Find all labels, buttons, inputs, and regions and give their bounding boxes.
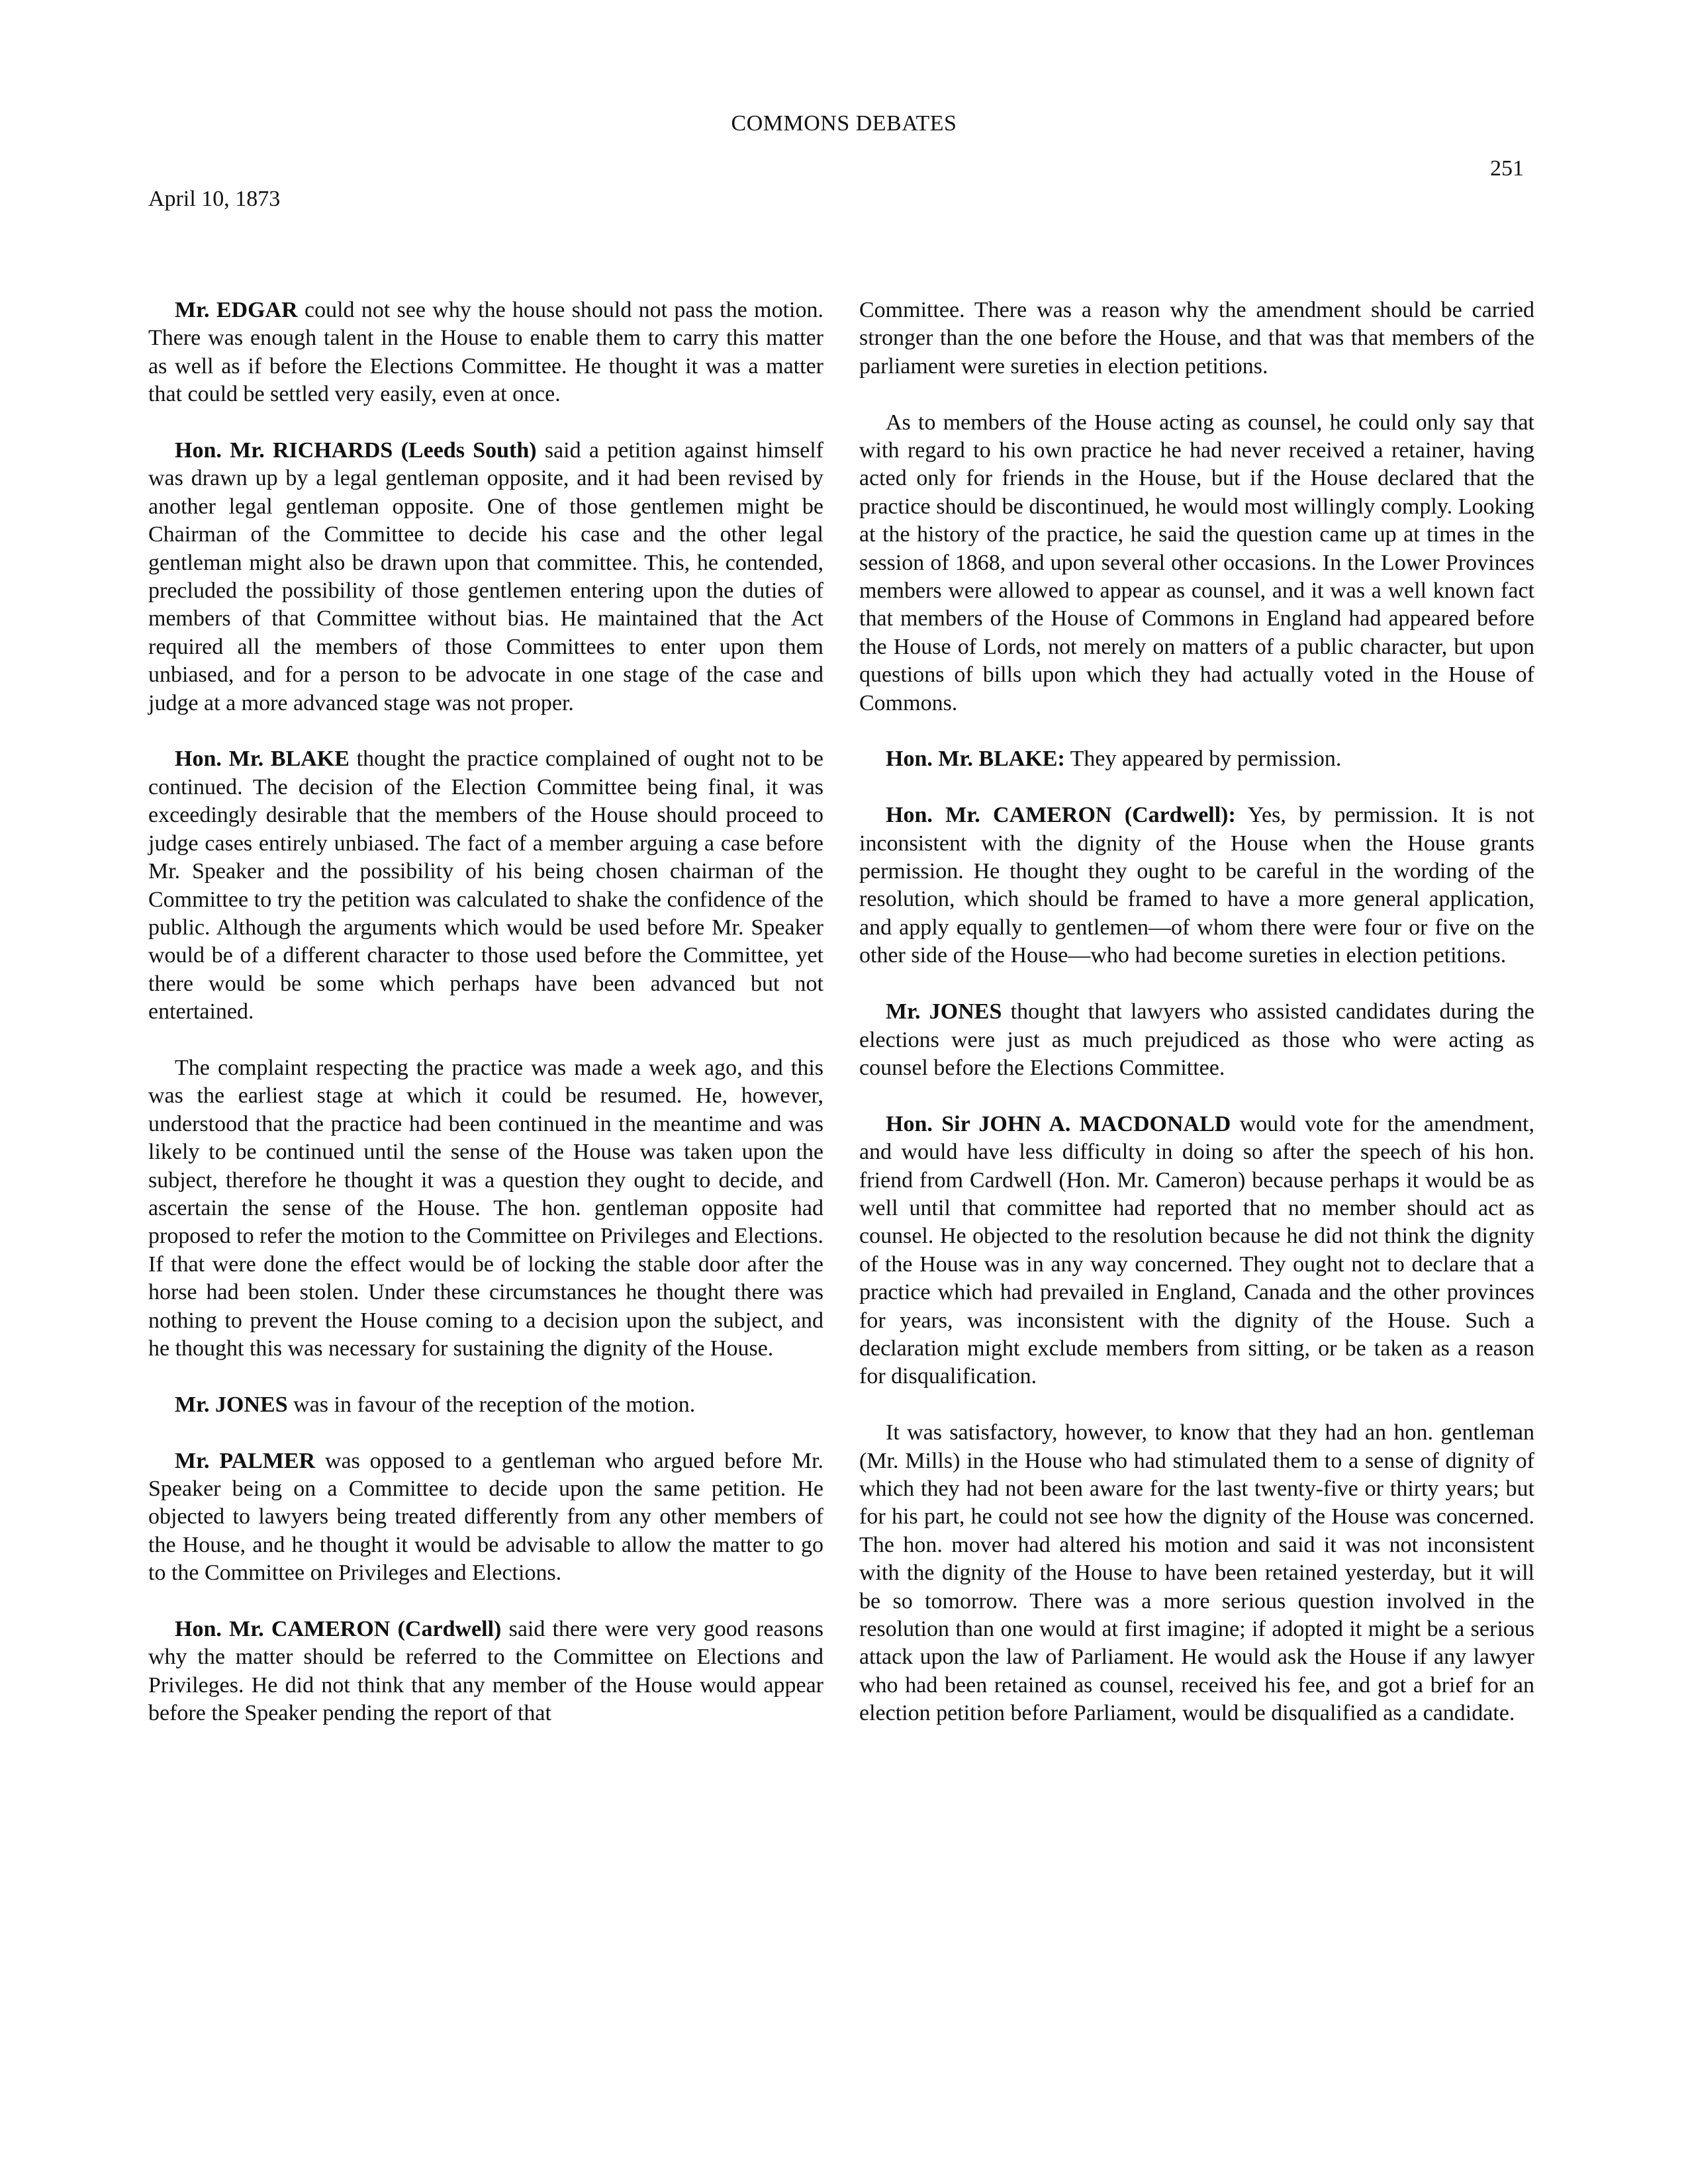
debate-paragraph — [148, 437, 823, 717]
debate-paragraph — [148, 745, 823, 1026]
debate-paragraph — [859, 801, 1534, 970]
debate-paragraph — [859, 1111, 1534, 1391]
speaker-name: Mr. JONES — [175, 1392, 288, 1417]
speech-text: As to members of the House acting as counsel, he could only say that with regard to his own practice he had never received a retainer, having acted only for friends in the House, but if the House declared that the practice should be discontinued, he would most willingly comply. Looking at the history of the practice, he said the question came up at times in the session of 1868, and upon several other occasions. In the Lower Provinces members were allowed to appear as counsel, and it was a well known fact that members of the House of Commons in England had appeared before the House of Lords, not merely on matters of a public character, but upon questions of bills upon which they had actually voted in the House of Commons. — [859, 410, 1534, 715]
speaker-name: Hon. Mr. BLAKE: — [886, 747, 1065, 772]
left-column — [148, 296, 823, 1728]
running-title: COMMONS DEBATES — [731, 111, 957, 136]
speaker-name: Hon. Mr. BLAKE — [175, 747, 350, 772]
speech-text: Committee. There was a reason why the amendment should be carried stronger than the one before the House, and that was that members of the parliament were sureties in election petitions. — [859, 298, 1534, 379]
speech-text: was opposed to a gentleman who argued before Mr. Speaker being on a Committee to decide upon the same petition. He objected to lawyers being treated differently from any other members of the House, and he thought it would be advisable to allow the matter to go to the Committee on Privileges and Elections. — [148, 1448, 824, 1586]
debate-paragraph — [859, 296, 1534, 381]
speech-text: It was satisfactory, however, to know that they had an hon. gentleman (Mr. Mills) in the House who had stimulated them to a sense of dignity of which they had not been aware for the last twenty-five or thirty years; but for his part, he could not see how the dignity of the House was concerned. The hon. mover had altered his motion and said it was not inconsistent with the dignity of the House to have been retained yesterday, but it will be so tomorrow. There was a more serious question involved in the resolution than one would at first imagine; if adopted it might be a serious attack upon the law of Parliament. He would ask the House if any lawyer who had been retained as counsel, received his fee, and got a brief for an election petition before Parliament, would be disqualified as a candidate. — [859, 1420, 1534, 1726]
debate-paragraph — [148, 296, 823, 409]
page-number: 251 — [1490, 156, 1524, 181]
debate-paragraph — [859, 998, 1534, 1082]
debate-paragraph — [859, 409, 1534, 717]
debate-paragraph — [859, 745, 1534, 773]
debate-paragraph — [148, 1391, 823, 1419]
speaker-name: Mr. JONES — [886, 999, 1002, 1024]
speech-text: was in favour of the reception of the motion. — [287, 1392, 696, 1417]
debate-paragraph — [148, 1054, 823, 1363]
speaker-name: Mr. EDGAR — [175, 298, 298, 322]
speaker-name: Hon. Mr. RICHARDS (Leeds South) — [175, 438, 537, 463]
speaker-name: Hon. Mr. CAMERON (Cardwell) — [175, 1617, 502, 1641]
speech-text: thought that lawyers who assisted candidates during the elections were just as much prejudiced as those who were acting as counsel before the Elections Committee. — [859, 999, 1534, 1080]
speech-text: thought the practice complained of ought not to be continued. The decision of the Election Committee being final, it was exceedingly desirable that the members of the House should proceed to judge cases entirely unbiased. The fact of a member arguing a case before Mr. Speaker and the possibility of his being chosen chairman of the Committee to try the petition was calculated to shake the confidence of the public. Although the arguments which would be used before Mr. Speaker would be of a different character to those used before the Committee, yet there would be some which perhaps have been advanced but not entertained. — [148, 747, 823, 1024]
speech-text: Yes, by permission. It is not inconsistent with the dignity of the House when the House grants permission. He thought they ought to be careful in the wording of the resolution, which should be framed to have a more general application, and apply equally to gentlemen—of whom there were four or five on the other side of the House—who had become sureties in election petitions. — [859, 803, 1534, 968]
speech-text: said a petition against himself was drawn up by a legal gentleman opposite, and it had been revised by another legal gentleman opposite. One of those gentlemen might be Chairman of the Committee to decide his case and the other legal gentleman might also be drawn upon that committee. This, he contended, precluded the possibility of those gentlemen entering upon the duties of members of that Committee without bias. He maintained that the Act required all the members of those Committees to enter upon them unbiased, and for a person to be advocate in one stage of the case and judge at a more advanced stage was not proper. — [148, 438, 823, 715]
right-column — [859, 296, 1534, 1728]
speaker-name: Hon. Sir JOHN A. MACDONALD — [886, 1111, 1231, 1136]
speech-text: They appeared by permission. — [1064, 747, 1342, 772]
sitting-date: April 10, 1873 — [148, 187, 281, 211]
debate-paragraph — [148, 1447, 823, 1588]
debate-paragraph — [148, 1615, 823, 1728]
speaker-name: Hon. Mr. CAMERON (Cardwell): — [886, 803, 1236, 828]
speech-text: would vote for the amendment, and would have less difficulty in doing so after the speech of his hon. friend from Cardwell (Hon. Mr. Cameron) because perhaps it would be as well until that committee had reported that no member should act as counsel. He objected to the resolution because he did not think the dignity of the House was in any way concerned. They ought not to declare that a practice which had prevailed in England, Canada and the other provinces for years, was inconsistent with the dignity of the House. Such a declaration might exclude members from sitting, or be taken as a reason for disqualification. — [859, 1111, 1534, 1389]
speech-text: could not see why the house should not pass the motion. There was enough talent in the House to enable them to carry this matter as well as if before the Elections Committee. He thought it was a matter that could be settled very easily, even at once. — [148, 298, 823, 407]
speaker-name: Mr. PALMER — [175, 1448, 316, 1473]
speech-text: said there were very good reasons why the matter should be referred to the Committee on Elections and Privileges. He did not think that any member of the House would appear before the Speaker pending the report of that — [148, 1617, 823, 1726]
debate-paragraph — [859, 1419, 1534, 1727]
speech-text: The complaint respecting the practice was made a week ago, and this was the earliest stage at which it could be resumed. He, however, understood that the practice had been continued in the meantime and was likely to be continued until the sense of the House was taken upon the subject, therefore he thought it was a question they ought to decide, and ascertain the sense of the House. The hon. gentleman opposite had proposed to refer the motion to the Committee on Privileges and Elections. If that were done the effect would be of locking the stable door after the horse had been stolen. Under these circumstances he thought there was nothing to prevent the House coming to a decision upon the subject, and he thought this was necessary for sustaining the dignity of the House. — [148, 1055, 823, 1361]
